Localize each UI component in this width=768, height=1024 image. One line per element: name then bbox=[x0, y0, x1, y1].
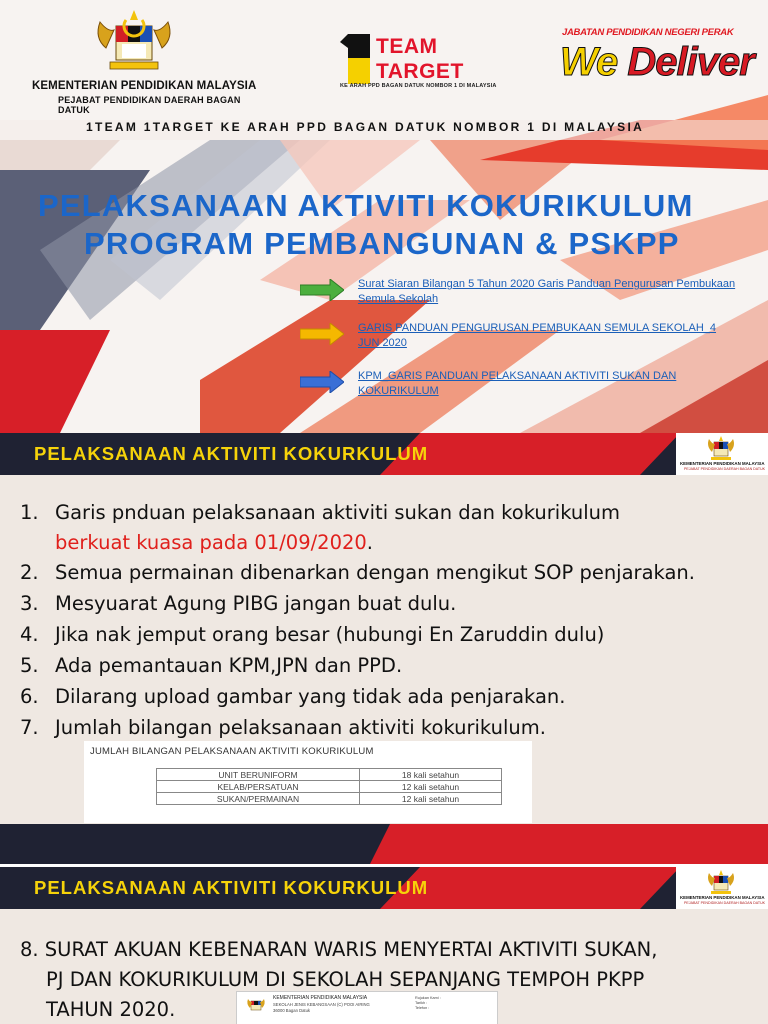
list-item-number: 7. bbox=[20, 716, 39, 739]
table-row bbox=[157, 793, 502, 805]
consent-letter-thumbnail bbox=[236, 991, 498, 1024]
we-deliver-logo bbox=[560, 40, 754, 84]
yellow-arrow-icon bbox=[300, 323, 344, 345]
list-item-text: Jumlah bilangan pelaksanaan aktiviti kokurikulum. bbox=[55, 716, 546, 739]
table-row bbox=[157, 769, 502, 781]
header-ministry-logo bbox=[676, 867, 768, 909]
slide-header-bar bbox=[0, 867, 768, 909]
team-logo-line2: TARGET bbox=[376, 60, 464, 83]
letter-address: 36000 Bagan Datuk bbox=[273, 1008, 311, 1013]
slide-footer-band bbox=[0, 824, 768, 864]
ministry-crest-icon bbox=[702, 436, 740, 462]
table-cell: KELAB/PERSATUAN bbox=[157, 781, 360, 793]
link-garis-panduan-sekolah[interactable]: GARIS PANDUAN PENGURUSAN PEMBUKAAN SEMULA SEKOLAH_4 JUN 2020 bbox=[358, 322, 717, 349]
header-logo-district: PEJABAT PENDIDIKAN DAERAH BAGAN DATUK bbox=[684, 901, 766, 905]
header-logo-district: PEJABAT PENDIDIKAN DAERAH BAGAN DATUK bbox=[684, 467, 766, 471]
table bbox=[156, 768, 502, 805]
header-logo-ministry: KEMENTERIAN PENDIDIKAN MALAYSIA bbox=[680, 895, 765, 900]
list-item-number: 2. bbox=[20, 561, 39, 584]
letter-reference-block: Rujukan Kami : Tarikh : Telefon : bbox=[415, 996, 441, 1010]
list-item-text: Jika nak jemput orang besar (hubungi En Zaruddin dulu) bbox=[55, 623, 605, 646]
slide-guidelines bbox=[0, 433, 768, 864]
effective-date-text: berkuat kuasa pada 01/09/2020 bbox=[55, 531, 367, 554]
table-row bbox=[157, 781, 502, 793]
slide-header-bar bbox=[0, 433, 768, 475]
slide-title bbox=[0, 0, 768, 433]
table-cell: UNIT BERUNIFORM bbox=[157, 769, 360, 781]
header-logo-ministry: KEMENTERIAN PENDIDIKAN MALAYSIA bbox=[680, 461, 765, 466]
district-office-name: PEJABAT PENDIDIKAN DAERAH BAGAN DATUK bbox=[58, 95, 241, 115]
list-item-text: Garis pnduan pelaksanaan aktiviti sukan dan kokurikulum bbox=[55, 501, 621, 524]
link-row-kpm-garis-panduan bbox=[300, 369, 740, 409]
ministry-name: KEMENTERIAN PENDIDIKAN MALAYSIA bbox=[32, 80, 257, 92]
list-item-text: Ada pemantauan KPM,JPN dan PPD. bbox=[55, 654, 403, 677]
list-item-number: 5. bbox=[20, 654, 39, 677]
list-item-number: 6. bbox=[20, 685, 39, 708]
list-item-number: 1. bbox=[20, 501, 39, 524]
table-title: JUMLAH BILANGAN PELAKSANAAN AKTIVITI KOKURIKULUM bbox=[90, 746, 374, 757]
we-deliver-deliver: Deliver bbox=[627, 40, 754, 84]
tagline: 1TEAM 1TARGET KE ARAH PPD BAGAN DATUK NOMBOR 1 DI MALAYSIA bbox=[86, 120, 645, 134]
activity-count-table bbox=[84, 741, 532, 823]
slide-header-title: PELAKSANAAN AKTIVITI KOKURKULUM bbox=[34, 443, 429, 464]
table-cell: SUKAN/PERMAINAN bbox=[157, 793, 360, 805]
slide-parent-consent bbox=[0, 867, 768, 1024]
letter-school: SEKOLAH JENIS KEBANGSAAN (C) POOI AIRING bbox=[273, 1002, 370, 1007]
consent-line3: TAHUN 2020. bbox=[46, 998, 176, 1021]
we-deliver-department: JABATAN PENDIDIKAN NEGERI PERAK bbox=[562, 27, 734, 38]
link-kpm-garis-panduan[interactable]: KPM_GARIS PANDUAN PELAKSANAAN AKTIVITI SUKAN DAN KOKURIKULUM bbox=[358, 370, 677, 397]
list-item-text: Mesyuarat Agung PIBG jangan buat dulu. bbox=[55, 592, 457, 615]
header-ministry-logo bbox=[676, 433, 768, 475]
letter-crest-icon bbox=[245, 998, 267, 1014]
consent-line1: 8. SURAT AKUAN KEBENARAN WARIS MENYERTAI AKTIVITI SUKAN, bbox=[20, 938, 658, 961]
ministry-crest-logo bbox=[86, 8, 182, 82]
link-row-surat-siaran bbox=[300, 277, 740, 317]
team-logo-line1: TEAM bbox=[376, 35, 438, 58]
table-cell: 12 kali setahun bbox=[360, 793, 502, 805]
title-line1: PELAKSANAAN AKTIVITI KOKURIKULUM bbox=[38, 188, 694, 223]
slide-header-title: PELAKSANAAN AKTIVITI KOKURKULUM bbox=[34, 877, 429, 898]
we-deliver-we: We bbox=[560, 40, 618, 84]
list-item-text: Dilarang upload gambar yang tidak ada penjarakan. bbox=[55, 685, 566, 708]
link-row-garis-panduan-sekolah bbox=[300, 321, 740, 361]
ministry-crest-icon bbox=[702, 870, 740, 896]
list-item-number: 3. bbox=[20, 592, 39, 615]
effective-date-tail: . bbox=[366, 531, 373, 554]
blue-arrow-icon bbox=[300, 371, 344, 393]
list-item-text: Semua permainan dibenarkan dengan mengikut SOP penjarakan. bbox=[55, 561, 695, 584]
green-arrow-icon bbox=[300, 279, 344, 301]
team-logo-caption: KE ARAH PPD BAGAN DATUK NOMBOR 1 DI MALAYSIA bbox=[340, 83, 497, 89]
table-cell: 18 kali setahun bbox=[360, 769, 502, 781]
link-surat-siaran[interactable]: Surat Siaran Bilangan 5 Tahun 2020 Garis Panduan Pengurusan Pembukaan Semula Sekolah bbox=[358, 278, 736, 305]
list-item-number: 4. bbox=[20, 623, 39, 646]
table-cell: 12 kali setahun bbox=[360, 781, 502, 793]
consent-line2: PJ DAN KOKURIKULUM DI SEKOLAH SEPANJANG TEMPOH PKPP bbox=[46, 968, 645, 991]
letter-ministry: KEMENTERIAN PENDIDIKAN MALAYSIA bbox=[273, 995, 368, 1001]
title-line2: PROGRAM PEMBANGUNAN & PSKPP bbox=[84, 226, 680, 261]
